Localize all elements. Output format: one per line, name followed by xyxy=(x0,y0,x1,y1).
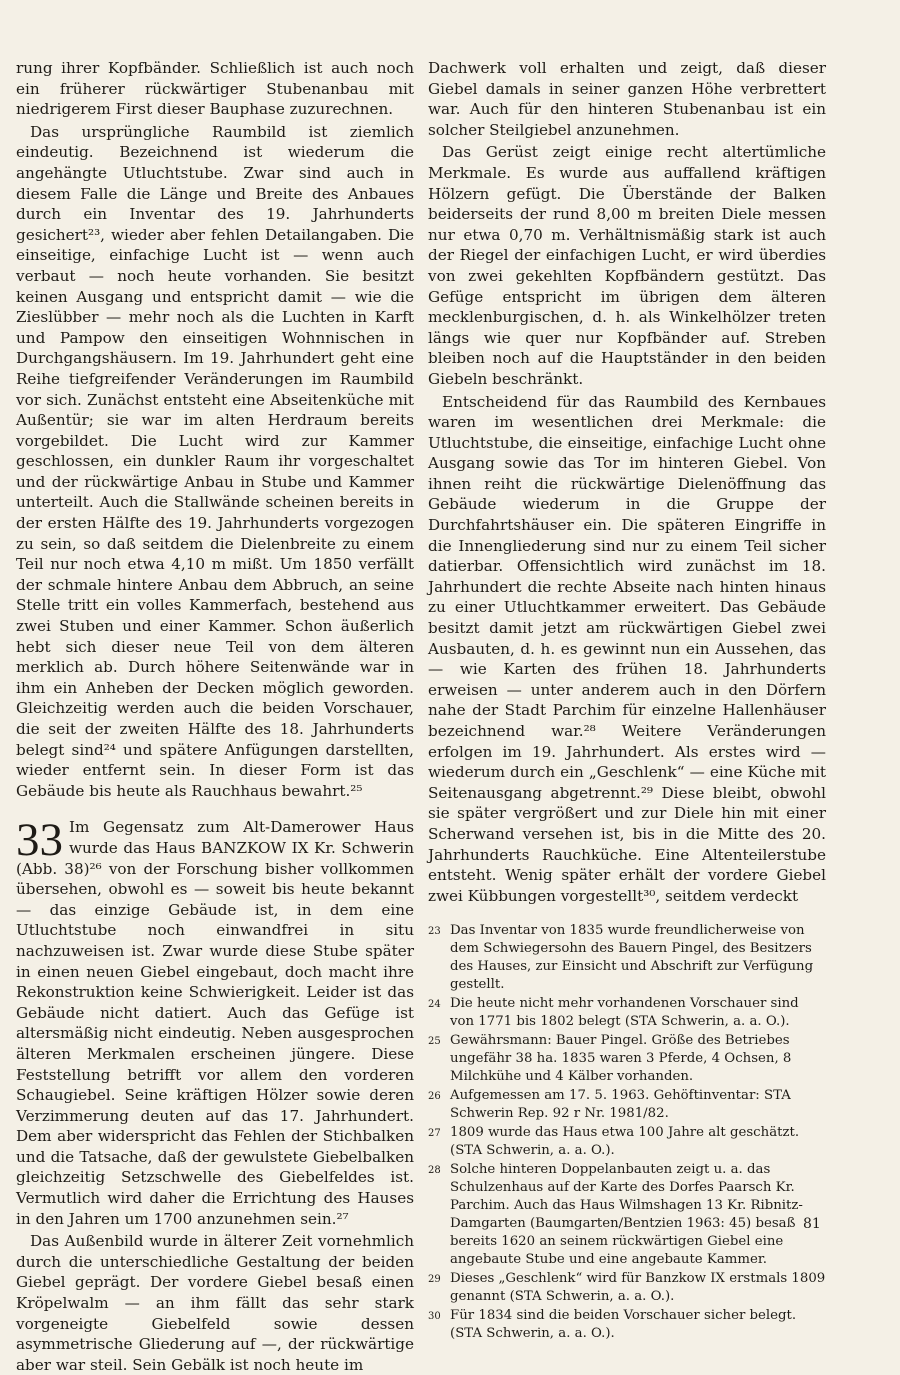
footnote: 28 Solche hinteren Doppelanbauten zeigt u. a. das Schulzenhaus auf der Karte des Dorfes Paarsch Kr. Parchim. Auch das Haus Wilmshagen 13 Kr. Ribnitz-Damgarten (Baumgarten/Bentzien 1963: 45) besaß bereits 1620 an seinem rückwärtigen Giebel eine angebaute Stube und eine angebaute Kammer. xyxy=(428,1162,803,1268)
footnote: 24 Die heute nicht mehr vorhandenen Vorschauer sind von 1771 bis 1802 belegt (STA Schwerin, a. a. O.). xyxy=(428,996,799,1030)
section-text: Im Gegensatz zum Alt-Damerower Haus wurde das Haus BANZKOW IX Kr. Schwerin (Abb. 38)²⁶ von der Forschung bisher vollkommen übersehen, obwohl es — soweit bis heute bekannt — das einzige Gebäude ist, in dem eine Utluchtstube noch einwandfrei in situ nachzuweisen ist. Zwar wurde diese Stube später in einen neuen Giebel eingebaut, doch macht ihre Rekonstruktion keine Schwierigkeit. Leider ist das Gebäude nicht datiert. Auch das Gefüge ist altersmäßig nicht eindeutig. Neben ausgesprochen älteren Merkmalen erscheinen jüngere. Diese Feststellung betrifft vor allem den vorderen Schaugiebel. Seine kräftigen Hölzer sowie deren Verzimmerung deuten auf das 17. Jahrhundert. Dem aber widerspricht das Fehlen der Stichbalken und die Tatsache, daß der gewulstete Giebelbalken gleichzeitig Setzschwelle des Giebelfeldes ist. Vermutlich wird daher die Errichtung des Hauses in den Jahren um 1700 anzunehmen sein.²⁷ xyxy=(16,818,414,1228)
footnote: 23 Das Inventar von 1835 wurde freundlicherweise von dem Schwiegersohn des Bauern Pingel, des Besitzers des Hauses, zur Einsicht und Abschrift zur Verfügung gestellt. xyxy=(428,923,814,993)
footnote: 26 Aufgemessen am 17. 5. 1963. Gehöftinventar: STA Schwerin Rep. 92 r Nr. 1981/82. xyxy=(428,1088,791,1122)
paragraph: Das Gerüst zeigt einige recht altertümliche Merkmale. Es wurde aus auffallend kräftigen Hölzern gefügt. Die Überstände der Balken beiderseits der rund 8,00 m breiten Diele messen nur etwa 0,70 m. Verhältnismäßig stark ist auch der Riegel der einfachigen Lucht, er wird überdies von zwei gekehlten Kopfbändern gestützt. Das Gefüge entspricht im übrigen dem älteren mecklenburgischen, d. h. als Winkelhölzer treten längs wie quer nur Kopfbänder auf. Streben bleiben noch auf die Hauptständer in den beiden Giebeln beschränkt. xyxy=(428,143,826,388)
paragraph: Das ursprüngliche Raumbild ist ziemlich eindeutig. Bezeichnend ist wiederum die angehängte Utluchtstube. Zwar sind auch in diesem Falle die Länge und Breite des Anbaues durch ein Inventar des 19. Jahrhunderts gesichert²³, wieder aber fehlen Detailangaben. Die einseitige, einfachige Lucht ist — wenn auch verbaut — noch heute vorhanden. Sie besitzt keinen Ausgang und entspricht damit — wie die Zieslübber — mehr noch als die Luchten in Karft und Pampow den einseitigen Wohnnischen in Durchgangshäusern. Im 19. Jahrhundert geht eine Reihe tiefgreifender Veränderungen im Raumbild vor sich. Zunächst entsteht eine Abseitenküche mit Außentür; sie war im alten Herdraum bereits vorgebildet. Die Lucht wird zur Kammer geschlossen, ein dunkler Raum ihr vorgeschaltet und der rückwärtige Anbau in Stube und Kammer unterteilt. Auch die Stallwände scheinen bereits in der ersten Hälfte des 19. Jahrhunderts vorgezogen zu sein, so daß seitdem die Dielenbreite zu einem Teil nur noch etwa 4,10 m mißt. Um 1850 verfällt der schmale hintere Anbau dem Abbruch, an seine Stelle tritt ein volles Kammerfach, bestehend aus zwei Stuben und einer Kammer. Schon äußerlich hebt sich dieser neue Teil von dem älteren merklich ab. Durch höhere Seitenwände war in ihm ein Anheben der Decken möglich geworden. Gleichzeitig werden auch die beiden Vorschauer, die seit der zweiten Hälfte des 18. Jahrhunderts belegt sind²⁴ und spätere Anfügungen darstellten, wieder entfernt sein. In dieser Form ist das Gebäude bis heute als Rauchhaus bewahrt.²⁵ xyxy=(16,122,414,800)
section-paragraph xyxy=(16,814,414,1229)
footnote: 29 Dieses „Geschlenk“ wird für Banzkow IX erstmals 1809 genannt (STA Schwerin, a. a. O.). xyxy=(428,1271,826,1305)
paragraph: Das Außenbild wurde in älterer Zeit vornehmlich durch die unterschiedliche Gestaltung der beiden Giebel geprägt. Der vordere Giebel besaß einen Kröpelwalm — an ihm fällt das sehr stark vorgeneigte Giebelfeld sowie dessen asymmetrische Gliederung auf —, der rückwärtige aber war steil. Sein Gebälk ist noch heute im xyxy=(16,1232,414,1374)
paragraph: Dachwerk voll erhalten und zeigt, daß dieser Giebel damals in seiner ganzen Höhe verbrettert war. Auch für den hinteren Stubenanbau ist ein solcher Steilgiebel anzunehmen. xyxy=(428,59,826,139)
section-number: 33 xyxy=(16,814,63,867)
page-number: 81 xyxy=(803,1216,821,1232)
paragraph: rung ihrer Kopfbänder. Schließlich ist auch noch ein früherer rückwärtiger Stubenanbau mit niedrigerem First dieser Bauphase zuzurechnen. xyxy=(16,59,414,119)
right-column xyxy=(428,58,826,1344)
footnote: 27 1809 wurde das Haus etwa 100 Jahre alt geschätzt. (STA Schwerin, a. a. O.). xyxy=(428,1125,800,1159)
paragraph: Entscheidend für das Raumbild des Kernbaues waren im wesentlichen drei Merkmale: die Utluchtstube, die einseitige, einfachige Lucht ohne Ausgang sowie das Tor im hinteren Giebel. Von ihnen reiht die rückwärtige Dielenöffnung das Gebäude wiederum in die Gruppe der Durchfahrtshäuser ein. Die späteren Eingriffe in die Innengliederung sind nur zu einem Teil sicher datierbar. Offensichtlich wird zunächst im 18. Jahrhundert die rechte Abseite nach hinten hinaus zu einer Utluchtkammer erweitert. Das Gebäude besitzt damit jetzt am rückwärtigen Giebel zwei Ausbauten, d. h. es gewinnt nun ein Aussehen, das — wie Karten des frühen 18. Jahrhunderts erweisen — unter anderem auch in den Dörfern nahe der Stadt Parchim für einzelne Hallenhäuser bezeichnend war.²⁸ Weitere Veränderungen erfolgen im 19. Jahrhundert. Als erstes wird — wiederum durch ein „Geschlenk“ — eine Küche mit Seitenausgang abgetrennt.²⁹ Diese bleibt, obwohl sie später vergrößert und zur Diele hin mit einer Scherwand versehen ist, bis in die Mitte des 20. Jahrhunderts Rauchküche. Eine Altenteilerstube entsteht. Wenig später erhält der vordere Giebel zwei Kübbungen vorgestellt³⁰, seitdem verdeckt xyxy=(428,392,826,905)
footnotes xyxy=(428,922,826,1343)
left-column xyxy=(16,58,414,1375)
footnote: 30 Für 1834 sind die beiden Vorschauer sicher belegt. (STA Schwerin, a. a. O.). xyxy=(428,1308,797,1342)
footnote: 25 Gewährsmann: Bauer Pingel. Größe des Betriebes ungefähr 38 ha. 1835 waren 3 Pferde, 4 Ochsen, 8 Milchkühe und 4 Kälber vorhanden. xyxy=(428,1033,792,1085)
